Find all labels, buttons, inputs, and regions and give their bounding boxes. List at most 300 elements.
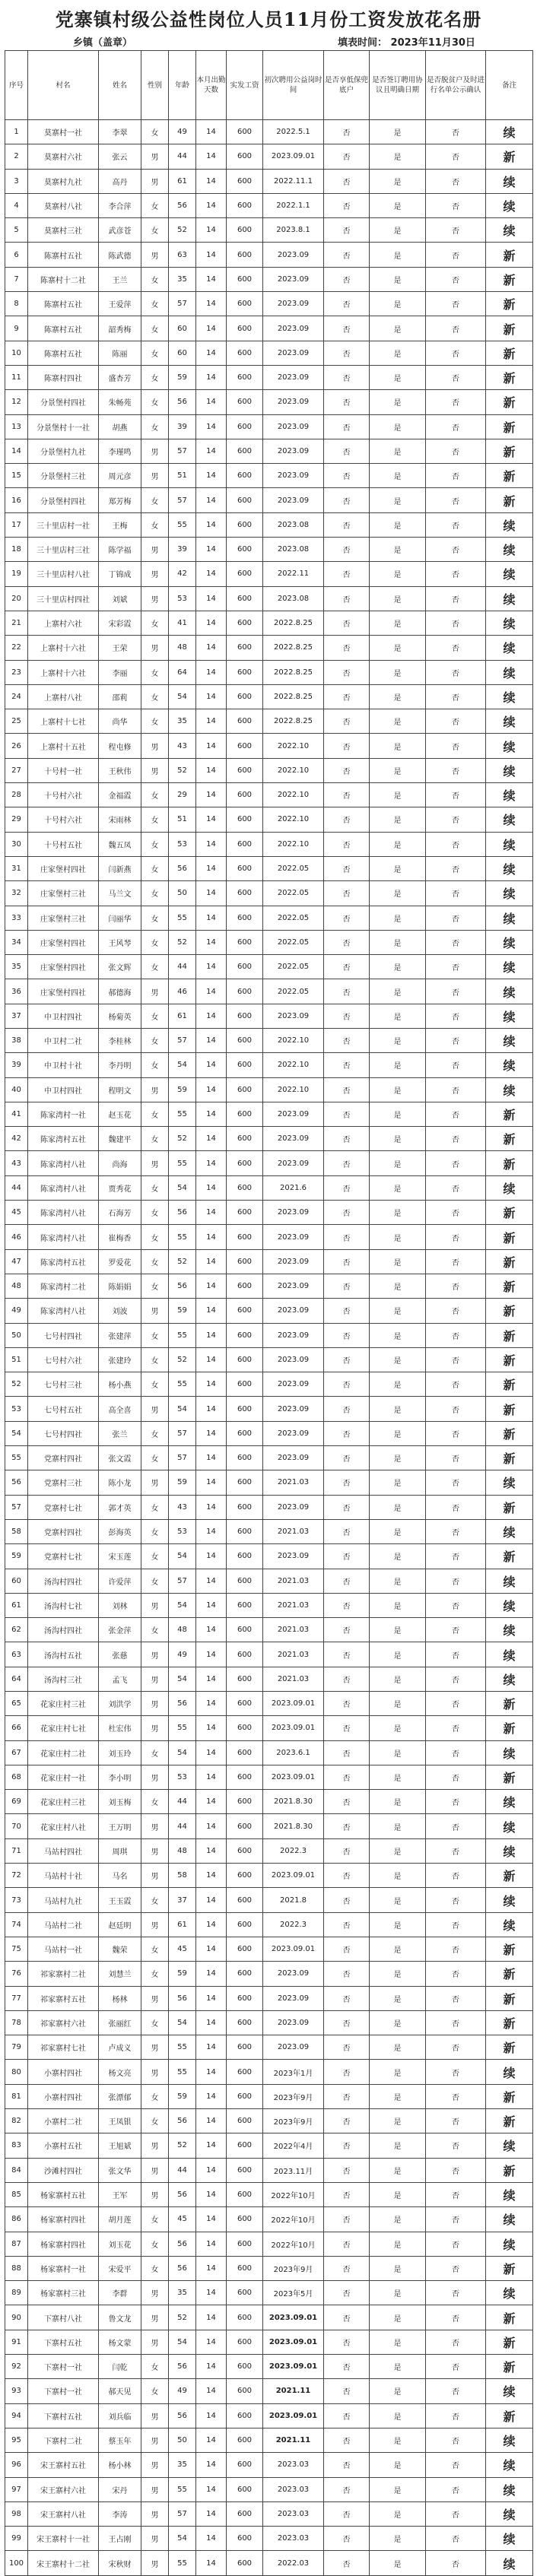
cell-age: 49	[169, 2379, 196, 2403]
cell-wage: 600	[227, 2232, 263, 2256]
cell-agreement: 是	[370, 1127, 426, 1151]
cell-dibao: 否	[324, 2010, 370, 2035]
cell-agreement: 是	[370, 243, 426, 267]
cell-wage: 600	[227, 1618, 263, 1642]
cell-agreement: 是	[370, 2133, 426, 2158]
cell-publicized: 否	[426, 243, 486, 267]
col-header: 是否签订聘用协议且明确日期	[370, 51, 426, 120]
cell-village: 马站村九社	[28, 1888, 99, 1912]
cell-note: 续	[486, 1593, 533, 1617]
cell-gender: 女	[141, 2232, 169, 2256]
cell-publicized: 否	[426, 120, 486, 144]
table-row	[5, 120, 533, 144]
cell-index: 20	[5, 586, 28, 611]
cell-publicized: 否	[426, 2133, 486, 2158]
cell-note: 续	[486, 955, 533, 979]
cell-agreement: 是	[370, 758, 426, 782]
cell-publicized: 否	[426, 2477, 486, 2501]
cell-publicized: 否	[426, 1692, 486, 1716]
cell-days: 14	[196, 2330, 227, 2354]
col-header: 序号	[5, 51, 28, 120]
cell-days: 14	[196, 1740, 227, 1765]
cell-days: 14	[196, 1962, 227, 1986]
cell-days: 14	[196, 2010, 227, 2035]
cell-days: 14	[196, 2477, 227, 2501]
cell-dibao: 否	[324, 1323, 370, 1347]
cell-age: 51	[169, 807, 196, 832]
cell-name: 张建玲	[99, 1347, 141, 1372]
cell-dibao: 否	[324, 881, 370, 906]
cell-name: 宋丹	[99, 2477, 141, 2501]
cell-publicized: 否	[426, 292, 486, 316]
cell-hire-date: 2022.11	[263, 562, 324, 586]
cell-age: 54	[169, 684, 196, 709]
table-row	[5, 611, 533, 635]
cell-name: 盛杏芳	[99, 365, 141, 389]
cell-publicized: 否	[426, 1151, 486, 1175]
cell-agreement: 是	[370, 906, 426, 930]
cell-village: 汤沟村五社	[28, 1642, 99, 1667]
cell-village: 花家庄村二社	[28, 1740, 99, 1765]
cell-name: 高全喜	[99, 1397, 141, 1421]
table-row	[5, 2133, 533, 2158]
cell-dibao: 否	[324, 1175, 370, 1200]
cell-publicized: 否	[426, 832, 486, 856]
cell-gender: 女	[141, 1937, 169, 1961]
cell-agreement: 是	[370, 2010, 426, 2035]
cell-note: 续	[486, 512, 533, 537]
cell-dibao: 否	[324, 758, 370, 782]
cell-publicized: 否	[426, 144, 486, 169]
cell-publicized: 否	[426, 2158, 486, 2182]
cell-dibao: 否	[324, 1593, 370, 1617]
cell-index: 96	[5, 2453, 28, 2477]
cell-agreement: 是	[370, 1838, 426, 1863]
cell-note: 续	[486, 856, 533, 880]
cell-age: 60	[169, 341, 196, 365]
cell-age: 53	[169, 832, 196, 856]
table-row	[5, 2501, 533, 2526]
cell-agreement: 是	[370, 1692, 426, 1716]
cell-publicized: 否	[426, 341, 486, 365]
cell-name: 张兰	[99, 1421, 141, 1445]
cell-gender: 男	[141, 2330, 169, 2354]
cell-publicized: 否	[426, 1569, 486, 1593]
cell-publicized: 否	[426, 906, 486, 930]
cell-gender: 男	[141, 2428, 169, 2452]
cell-hire-date: 2023.09.01	[263, 1692, 324, 1716]
cell-dibao: 否	[324, 1986, 370, 2010]
cell-age: 44	[169, 2158, 196, 2182]
cell-age: 42	[169, 562, 196, 586]
cell-note: 续	[486, 758, 533, 782]
cell-name: 王凤银	[99, 2109, 141, 2133]
cell-note: 新	[486, 2355, 533, 2379]
cell-gender: 男	[141, 1299, 169, 1323]
cell-hire-date: 2023.8.1	[263, 218, 324, 243]
cell-age: 57	[169, 1569, 196, 1593]
cell-gender: 男	[141, 439, 169, 463]
cell-dibao: 否	[324, 2158, 370, 2182]
cell-publicized: 否	[426, 1249, 486, 1274]
cell-name: 许爱萍	[99, 1569, 141, 1593]
cell-agreement: 是	[370, 1618, 426, 1642]
cell-dibao: 否	[324, 1347, 370, 1372]
cell-village: 中卫村十社	[28, 1053, 99, 1077]
cell-age: 44	[169, 144, 196, 169]
cell-dibao: 否	[324, 1053, 370, 1077]
cell-publicized: 否	[426, 1347, 486, 1372]
cell-village: 三十里店村八社	[28, 562, 99, 586]
cell-publicized: 否	[426, 1544, 486, 1569]
cell-name: 赵玉花	[99, 1102, 141, 1126]
cell-publicized: 否	[426, 1716, 486, 1740]
cell-dibao: 否	[324, 2232, 370, 2256]
cell-hire-date: 2023.08	[263, 538, 324, 562]
cell-agreement: 是	[370, 2207, 426, 2232]
table-row	[5, 2207, 533, 2232]
cell-agreement: 是	[370, 2281, 426, 2305]
cell-age: 52	[169, 2133, 196, 2158]
cell-age: 55	[169, 1323, 196, 1347]
cell-note: 续	[486, 2207, 533, 2232]
table-row	[5, 1249, 533, 1274]
cell-agreement: 是	[370, 2330, 426, 2354]
cell-index: 27	[5, 758, 28, 782]
cell-hire-date: 2023.09.01	[263, 1765, 324, 1789]
cell-age: 52	[169, 1249, 196, 1274]
cell-gender: 女	[141, 1274, 169, 1298]
cell-age: 59	[169, 1077, 196, 1102]
cell-village: 杨家寨村五社	[28, 2182, 99, 2206]
cell-age: 43	[169, 734, 196, 758]
cell-index: 78	[5, 2010, 28, 2035]
cell-village: 陈寨村四社	[28, 365, 99, 389]
table-row	[5, 1569, 533, 1593]
cell-dibao: 否	[324, 538, 370, 562]
cell-index: 35	[5, 955, 28, 979]
cell-hire-date: 2021.03	[263, 1470, 324, 1495]
cell-index: 31	[5, 856, 28, 880]
cell-gender: 女	[141, 2379, 169, 2403]
cell-hire-date: 2023.09	[263, 292, 324, 316]
cell-age: 54	[169, 2010, 196, 2035]
cell-days: 14	[196, 1151, 227, 1175]
cell-name: 郝天见	[99, 2379, 141, 2403]
cell-days: 14	[196, 341, 227, 365]
cell-days: 14	[196, 2281, 227, 2305]
cell-publicized: 否	[426, 2305, 486, 2330]
cell-name: 周元彦	[99, 464, 141, 488]
cell-index: 84	[5, 2158, 28, 2182]
cell-hire-date: 2023.09	[263, 1397, 324, 1421]
cell-publicized: 否	[426, 414, 486, 439]
cell-gender: 男	[141, 1077, 169, 1102]
cell-index: 25	[5, 709, 28, 734]
table-row	[5, 1937, 533, 1961]
cell-gender: 女	[141, 1372, 169, 1397]
cell-village: 分景堡村四社	[28, 390, 99, 414]
cell-name: 李翠	[99, 120, 141, 144]
cell-index: 22	[5, 636, 28, 660]
cell-hire-date: 2023.09	[263, 1347, 324, 1372]
table-row	[5, 2330, 533, 2354]
cell-agreement: 是	[370, 562, 426, 586]
cell-gender: 女	[141, 267, 169, 291]
cell-dibao: 否	[324, 341, 370, 365]
cell-gender: 男	[141, 538, 169, 562]
cell-wage: 600	[227, 1274, 263, 1298]
cell-hire-date: 2023.09	[263, 1495, 324, 1519]
cell-publicized: 否	[426, 218, 486, 243]
cell-agreement: 是	[370, 734, 426, 758]
cell-note: 新	[486, 2084, 533, 2108]
cell-name: 宋秋财	[99, 2551, 141, 2575]
cell-gender: 女	[141, 1028, 169, 1052]
cell-note: 新	[486, 1495, 533, 1519]
cell-hire-date: 2023.09	[263, 1225, 324, 1249]
cell-wage: 600	[227, 1151, 263, 1175]
cell-dibao: 否	[324, 2182, 370, 2206]
cell-age: 55	[169, 1151, 196, 1175]
cell-village: 陈家湾村八社	[28, 1299, 99, 1323]
cell-village: 陈家湾村二社	[28, 1274, 99, 1298]
cell-gender: 女	[141, 955, 169, 979]
cell-hire-date: 2022.05	[263, 856, 324, 880]
cell-age: 59	[169, 1470, 196, 1495]
cell-gender: 女	[141, 512, 169, 537]
cell-gender: 女	[141, 2256, 169, 2280]
cell-index: 71	[5, 1838, 28, 1863]
cell-note: 新	[486, 2403, 533, 2428]
cell-dibao: 否	[324, 1740, 370, 1765]
cell-hire-date: 2023.08	[263, 586, 324, 611]
table-row	[5, 1470, 533, 1495]
cell-gender: 男	[141, 734, 169, 758]
cell-publicized: 否	[426, 684, 486, 709]
cell-village: 汤沟村三社	[28, 1667, 99, 1691]
cell-dibao: 否	[324, 906, 370, 930]
cell-index: 76	[5, 1962, 28, 1986]
cell-wage: 600	[227, 2133, 263, 2158]
cell-wage: 600	[227, 2182, 263, 2206]
cell-name: 王军	[99, 2182, 141, 2206]
cell-note: 续	[486, 193, 533, 217]
cell-dibao: 否	[324, 2281, 370, 2305]
table-row	[5, 2551, 533, 2575]
cell-publicized: 否	[426, 881, 486, 906]
cell-days: 14	[196, 512, 227, 537]
cell-note: 续	[486, 832, 533, 856]
table-row	[5, 2010, 533, 2035]
cell-hire-date: 2021.11	[263, 2379, 324, 2403]
cell-hire-date: 2022.10	[263, 807, 324, 832]
cell-village: 马站村一社	[28, 1937, 99, 1961]
cell-village: 陈家湾村八社	[28, 1151, 99, 1175]
cell-wage: 600	[227, 365, 263, 389]
cell-name: 陈学福	[99, 538, 141, 562]
cell-hire-date: 2023.09.01	[263, 2355, 324, 2379]
cell-note: 新	[486, 2010, 533, 2035]
cell-note: 续	[486, 979, 533, 1004]
cell-days: 14	[196, 2109, 227, 2133]
cell-gender: 男	[141, 1692, 169, 1716]
cell-name: 程屯修	[99, 734, 141, 758]
cell-gender: 女	[141, 1249, 169, 1274]
cell-hire-date: 2023.09	[263, 1962, 324, 1986]
cell-age: 52	[169, 1127, 196, 1151]
township-label: 乡镇（盖章）	[73, 37, 133, 49]
cell-publicized: 否	[426, 2207, 486, 2232]
cell-village: 三十里店村四社	[28, 586, 99, 611]
cell-index: 21	[5, 611, 28, 635]
cell-agreement: 是	[370, 414, 426, 439]
cell-age: 54	[169, 1593, 196, 1617]
cell-wage: 600	[227, 1127, 263, 1151]
cell-name: 朱畅苑	[99, 390, 141, 414]
cell-wage: 600	[227, 1569, 263, 1593]
cell-days: 14	[196, 1986, 227, 2010]
cell-name: 李小明	[99, 1765, 141, 1789]
cell-publicized: 否	[426, 1790, 486, 1814]
cell-name: 刘斌	[99, 586, 141, 611]
cell-dibao: 否	[324, 1372, 370, 1397]
cell-name: 魏五凤	[99, 832, 141, 856]
cell-note: 新	[486, 1962, 533, 1986]
cell-wage: 600	[227, 243, 263, 267]
cell-wage: 600	[227, 1495, 263, 1519]
cell-note: 新	[486, 1127, 533, 1151]
col-header: 姓名	[99, 51, 141, 120]
cell-gender: 女	[141, 611, 169, 635]
cell-wage: 600	[227, 1888, 263, 1912]
cell-publicized: 否	[426, 1127, 486, 1151]
cell-wage: 600	[227, 709, 263, 734]
table-row	[5, 955, 533, 979]
cell-dibao: 否	[324, 267, 370, 291]
cell-index: 60	[5, 1569, 28, 1593]
cell-village: 上寨村十七社	[28, 709, 99, 734]
cell-days: 14	[196, 881, 227, 906]
cell-gender: 女	[141, 1175, 169, 1200]
cell-index: 10	[5, 341, 28, 365]
cell-publicized: 否	[426, 365, 486, 389]
cell-hire-date: 2023.09.01	[263, 2330, 324, 2354]
table-row	[5, 218, 533, 243]
cell-wage: 600	[227, 1740, 263, 1765]
cell-name: 王万明	[99, 1814, 141, 1838]
cell-gender: 男	[141, 1151, 169, 1175]
cell-days: 14	[196, 2453, 227, 2477]
cell-name: 杨小燕	[99, 1372, 141, 1397]
cell-gender: 女	[141, 341, 169, 365]
cell-index: 43	[5, 1151, 28, 1175]
cell-village: 沙滩村四社	[28, 2158, 99, 2182]
cell-hire-date: 2022.10	[263, 832, 324, 856]
cell-hire-date: 2023.09	[263, 2010, 324, 2035]
table-row	[5, 1986, 533, 2010]
cell-wage: 600	[227, 2035, 263, 2060]
cell-note: 续	[486, 1053, 533, 1077]
cell-publicized: 否	[426, 439, 486, 463]
cell-village: 宋王寨村五社	[28, 2453, 99, 2477]
cell-wage: 600	[227, 2501, 263, 2526]
cell-wage: 600	[227, 414, 263, 439]
table-row	[5, 390, 533, 414]
cell-index: 80	[5, 2060, 28, 2084]
cell-agreement: 是	[370, 538, 426, 562]
cell-publicized: 否	[426, 2035, 486, 2060]
cell-hire-date: 2022年10月	[263, 2232, 324, 2256]
cell-note: 续	[486, 2501, 533, 2526]
cell-village: 陈家湾村五社	[28, 1249, 99, 1274]
cell-dibao: 否	[324, 2551, 370, 2575]
cell-gender: 女	[141, 684, 169, 709]
cell-dibao: 否	[324, 512, 370, 537]
cell-wage: 600	[227, 439, 263, 463]
cell-index: 88	[5, 2256, 28, 2280]
cell-index: 77	[5, 1986, 28, 2010]
cell-publicized: 否	[426, 734, 486, 758]
cell-note: 新	[486, 1421, 533, 1445]
cell-index: 8	[5, 292, 28, 316]
cell-dibao: 否	[324, 1544, 370, 1569]
cell-note: 续	[486, 1519, 533, 1543]
cell-age: 56	[169, 390, 196, 414]
cell-age: 49	[169, 1642, 196, 1667]
table-row	[5, 1716, 533, 1740]
cell-wage: 600	[227, 1544, 263, 1569]
cell-hire-date: 2023.09	[263, 1372, 324, 1397]
cell-agreement: 是	[370, 979, 426, 1004]
cell-index: 29	[5, 807, 28, 832]
cell-index: 12	[5, 390, 28, 414]
cell-index: 62	[5, 1618, 28, 1642]
cell-hire-date: 2023.11月	[263, 2158, 324, 2182]
cell-dibao: 否	[324, 1028, 370, 1052]
table-row	[5, 930, 533, 954]
cell-index: 15	[5, 464, 28, 488]
cell-age: 29	[169, 783, 196, 807]
cell-days: 14	[196, 2403, 227, 2428]
cell-days: 14	[196, 267, 227, 291]
cell-days: 14	[196, 2182, 227, 2206]
cell-note: 新	[486, 1274, 533, 1298]
cell-name: 陈小龙	[99, 1470, 141, 1495]
cell-age: 50	[169, 881, 196, 906]
cell-index: 28	[5, 783, 28, 807]
cell-wage: 600	[227, 2158, 263, 2182]
cell-gender: 男	[141, 2477, 169, 2501]
cell-publicized: 否	[426, 1667, 486, 1691]
cell-index: 11	[5, 365, 28, 389]
cell-index: 49	[5, 1299, 28, 1323]
cell-days: 14	[196, 2256, 227, 2280]
cell-days: 14	[196, 783, 227, 807]
cell-name: 宋雨林	[99, 807, 141, 832]
cell-agreement: 是	[370, 1201, 426, 1225]
cell-name: 石海芳	[99, 1201, 141, 1225]
cell-agreement: 是	[370, 660, 426, 684]
cell-dibao: 否	[324, 2428, 370, 2452]
cell-publicized: 否	[426, 1937, 486, 1961]
cell-village: 十号村六社	[28, 807, 99, 832]
cell-index: 54	[5, 1421, 28, 1445]
cell-name: 金福霞	[99, 783, 141, 807]
table-row	[5, 267, 533, 291]
cell-gender: 男	[141, 2158, 169, 2182]
cell-village: 莫寨村三社	[28, 218, 99, 243]
